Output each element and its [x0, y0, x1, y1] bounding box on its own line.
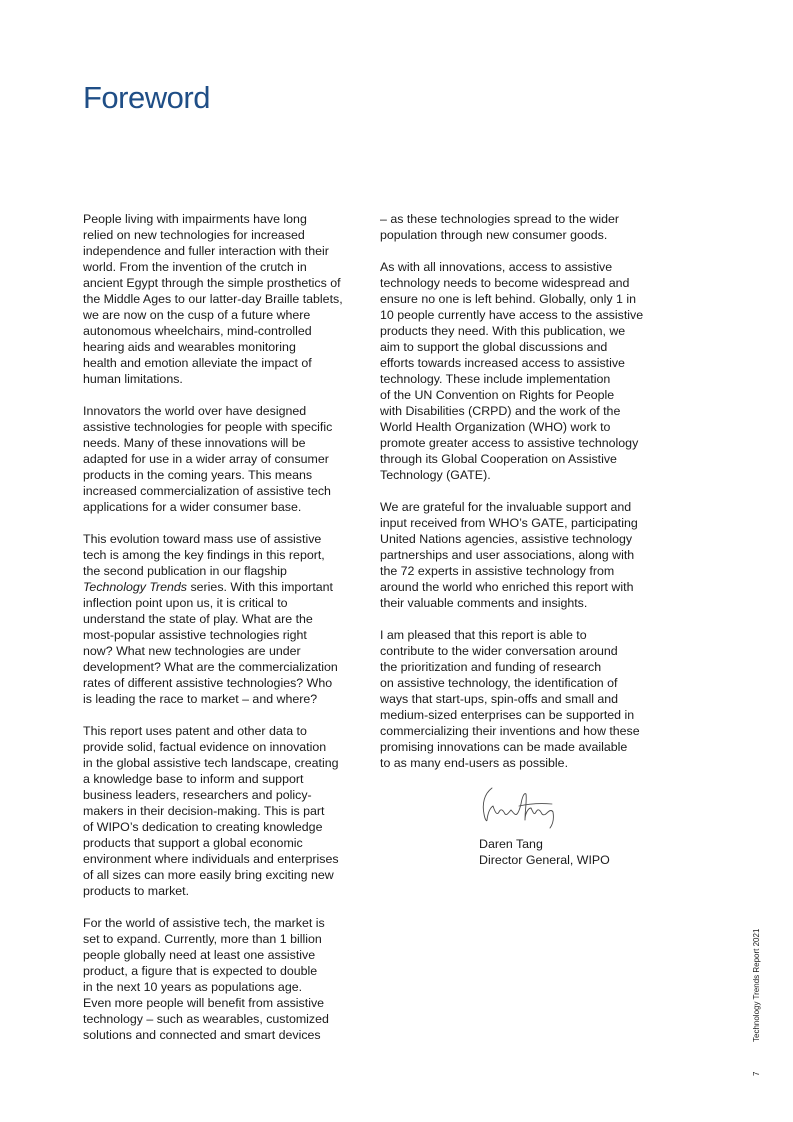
- page-number: 7: [752, 1071, 761, 1076]
- signer-role: Director General, WIPO: [479, 853, 610, 867]
- paragraph-closing: I am pleased that this report is able to contribute to the wider conversation around the prioritization and funding of research on assistive technology, the identification of ways that start-ups, spin-offs and small and medium-sized enterprises can be supported in commercializing their inventions and how these promising innovations can be made available to as many end-users as possible.: [380, 628, 640, 770]
- paragraph-report-data: This report uses patent and other data to provide solid, factual evidence on innovation in the global assistive tech landscape, creating a knowledge base to inform and support business leaders, researchers and policy- makers in their decision-making. This is part of WIPO’s dedication to creating knowledge products that support a global economic environment where individuals and enterprises of all sizes can more easily bring exciting new products to market.: [83, 724, 339, 898]
- right-text-column: [380, 211, 670, 787]
- running-title: Technology Trends Report 2021: [752, 928, 761, 1042]
- page-title: Foreword: [83, 80, 210, 115]
- paragraph-intro: People living with impairments have long relied on new technologies for increased independence and fuller interaction with their world. From the invention of the crutch in ancient Egypt through the simple prosthetics of the Middle Ages to our latter-day Braille tablets, we are now on the cusp of a future where autonomous wheelchairs, mind-controlled hearing aids and wearables monitoring health and emotion alleviate the impact of human limitations.: [83, 212, 343, 386]
- signer-block: [479, 836, 610, 868]
- paragraph-access: As with all innovations, access to assistive technology needs to become widespread and ensure no one is left behind. Globally, only 1 in 10 people currently have access to the assistive products they need. With this publication, we aim to support the global discussions and efforts towards increased access to assistive technology. These include implementation of the UN Convention on Rights for People with Disabilities (CRPD) and the work of the World Health Organization (WHO) work to promote greater access to assistive technology through its Global Cooperation on Assistive Technology (GATE).: [380, 260, 644, 482]
- left-text-column: [83, 211, 368, 1059]
- paragraph-evolution-start: This evolution toward mass use of assistive tech is among the key findings in this report, the second publication in our flagship: [83, 532, 325, 578]
- paragraph-gratitude: We are grateful for the invaluable support and input received from WHO’s GATE, participating United Nations agencies, assistive technology partnerships and user associations, along with the 72 experts in assistive technology from around the world who enriched this report with their valuable comments and insights.: [380, 500, 638, 610]
- paragraph-innovators: Innovators the world over have designed assistive technologies for people with specific needs. Many of these innovations will be adapted for use in a wider array of consumer products in the coming years. This means increased commercialization of assistive tech applications for a wider consumer base.: [83, 404, 333, 514]
- paragraph-evolution-end: series. With this important inflection point upon us, it is critical to understand the state of play. What are the most-popular assistive technologies right now? What new technologies are under development? What are the commercialization rates of different assistive technologies? Who is leading the race to market – and where?: [83, 580, 338, 706]
- paragraph-continuation: – as these technologies spread to the wider population through new consumer goods.: [380, 212, 620, 242]
- handwritten-signature: [478, 782, 564, 834]
- paragraph-market: For the world of assistive tech, the market is set to expand. Currently, more than 1 billion people globally need at least one assistive product, a figure that is expected to double in the next 10 years as populations age. Even more people will benefit from assistive technology – such as wearables, customized solutions and connected and smart devices: [83, 916, 329, 1042]
- paragraph-evolution: [83, 531, 368, 707]
- publication-series-title: Technology Trends: [83, 580, 188, 594]
- signer-name: Daren Tang: [479, 837, 543, 851]
